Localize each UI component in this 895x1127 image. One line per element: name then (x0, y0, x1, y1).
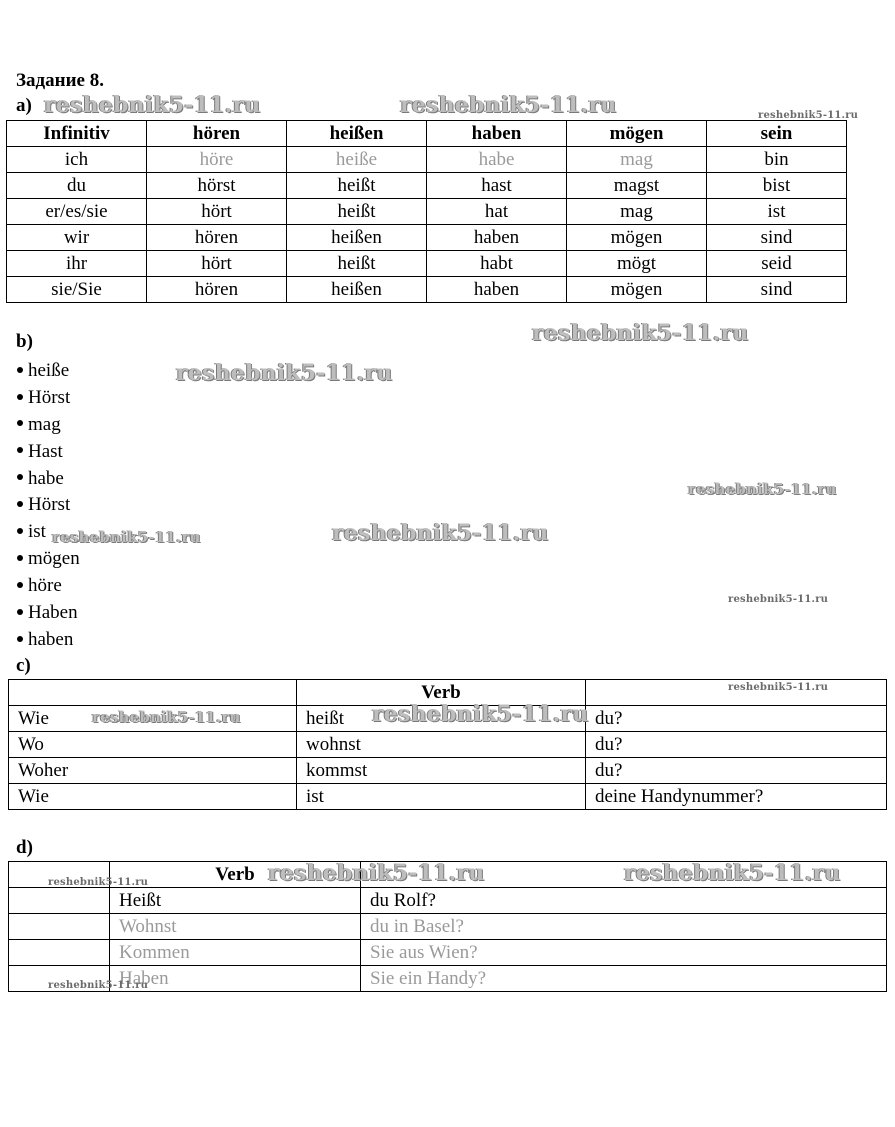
watermark: reshebnik5-11.ru (624, 860, 841, 886)
table-row (7, 225, 847, 251)
section-d-label: d) (16, 837, 33, 858)
table-row (9, 732, 887, 758)
verb-cell: höre (147, 147, 287, 173)
verb-cell: sind (707, 225, 847, 251)
watermark: reshebnik5-11.ru (268, 860, 485, 886)
verb-cell: mögen (567, 277, 707, 303)
list-item (17, 600, 80, 627)
list-item-text: habe (28, 467, 64, 489)
list-item (17, 546, 80, 573)
verb-cell: Haben (110, 966, 361, 992)
bullet-icon (17, 394, 23, 400)
rest-cell: du? (586, 732, 887, 758)
list-item (17, 627, 80, 654)
watermark: reshebnik5-11.ru (48, 980, 149, 991)
watermark: reshebnik5-11.ru (372, 701, 589, 727)
verb-cell: mögt (567, 251, 707, 277)
watermark: reshebnik5-11.ru (532, 320, 749, 346)
verb-cell: mag (567, 147, 707, 173)
watermark: reshebnik5-11.ru (332, 520, 549, 546)
list-item-text: Hörst (28, 494, 71, 516)
table-row (9, 888, 887, 914)
verb-header-cell: Verb (297, 680, 586, 706)
section-c-label: c) (16, 655, 31, 676)
table-row (7, 251, 847, 277)
verb-cell: wohnst (297, 732, 586, 758)
table-row (7, 199, 847, 225)
rest-cell: du Rolf? (361, 888, 887, 914)
verb-cell: ist (297, 784, 586, 810)
bullet-icon (17, 636, 23, 642)
table-row (9, 758, 887, 784)
verb-header-cell: Verb (110, 862, 361, 888)
list-item-text: Haben (28, 602, 78, 624)
bullet-icon (17, 555, 23, 561)
verb-cell: heißen (287, 277, 427, 303)
list-item-text: höre (28, 575, 62, 597)
rest-cell: Sie ein Handy? (361, 966, 887, 992)
bullet-icon (17, 447, 23, 453)
bullet-icon (17, 367, 23, 373)
rest-cell: Sie aus Wien? (361, 940, 887, 966)
header-cell: hören (147, 121, 287, 147)
bullet-icon (17, 582, 23, 588)
header-cell: Infinitiv (7, 121, 147, 147)
question-word-cell: Wie (9, 706, 297, 732)
empty-cell (9, 940, 110, 966)
rest-cell: deine Handynummer? (586, 784, 887, 810)
task-title: Задание 8. (16, 70, 104, 91)
verb-cell: habe (427, 147, 567, 173)
table-row (7, 173, 847, 199)
verb-cell: heißt (287, 173, 427, 199)
list-item (17, 412, 80, 439)
verb-cell: bin (707, 147, 847, 173)
empty-cell (9, 914, 110, 940)
header-cell: sein (707, 121, 847, 147)
watermark: reshebnik5-11.ru (688, 480, 837, 498)
pronoun-cell: wir (7, 225, 147, 251)
list-item (17, 492, 80, 519)
verb-cell: hast (427, 173, 567, 199)
list-item-text: Hörst (28, 386, 71, 408)
table-row (9, 914, 887, 940)
verb-cell: mögen (567, 225, 707, 251)
header-cell: mögen (567, 121, 707, 147)
verb-cell: heißt (287, 251, 427, 277)
table-row (7, 277, 847, 303)
verb-cell: habt (427, 251, 567, 277)
header-cell (9, 680, 297, 706)
watermark: reshebnik5-11.ru (92, 708, 241, 726)
verb-cell: mag (567, 199, 707, 225)
verb-cell: Wohnst (110, 914, 361, 940)
verb-cell: ist (707, 199, 847, 225)
question-word-cell: Woher (9, 758, 297, 784)
table-header-row (7, 121, 847, 147)
watermark: reshebnik5-11.ru (728, 594, 829, 605)
verb-cell: sind (707, 277, 847, 303)
list-item (17, 358, 80, 385)
watermark: reshebnik5-11.ru (44, 92, 261, 118)
verb-cell: kommst (297, 758, 586, 784)
rest-cell: du in Basel? (361, 914, 887, 940)
pronoun-cell: er/es/sie (7, 199, 147, 225)
list-item (17, 439, 80, 466)
list-item (17, 573, 80, 600)
list-item-text: mag (28, 413, 61, 435)
pronoun-cell: ich (7, 147, 147, 173)
verb-cell: hat (427, 199, 567, 225)
question-table-c (8, 679, 887, 810)
bullet-icon (17, 528, 23, 534)
bullet-icon (17, 609, 23, 615)
question-word-cell: Wo (9, 732, 297, 758)
question-word-cell: Wie (9, 784, 297, 810)
list-item-text: mögen (28, 548, 80, 570)
conjugation-table (6, 120, 847, 303)
verb-cell: heißt (287, 199, 427, 225)
pronoun-cell: du (7, 173, 147, 199)
list-item-text: haben (28, 628, 74, 650)
verb-cell: seid (707, 251, 847, 277)
watermark: reshebnik5-11.ru (176, 360, 393, 386)
pronoun-cell: ihr (7, 251, 147, 277)
table-row (9, 940, 887, 966)
list-item (17, 466, 80, 493)
header-cell: haben (427, 121, 567, 147)
list-item-text: ist (28, 521, 46, 543)
verb-cell: bist (707, 173, 847, 199)
table-row (7, 147, 847, 173)
verb-cell: heißt (297, 706, 586, 732)
bullet-icon (17, 501, 23, 507)
rest-cell: du? (586, 758, 887, 784)
verb-cell: hört (147, 199, 287, 225)
verb-cell: hören (147, 277, 287, 303)
verb-cell: heiße (287, 147, 427, 173)
list-item-text: Hast (28, 440, 63, 462)
watermark: reshebnik5-11.ru (48, 877, 149, 888)
section-b-label: b) (16, 331, 33, 352)
list-item-text: heiße (28, 360, 70, 381)
header-cell: heißen (287, 121, 427, 147)
bullet-icon (17, 420, 23, 426)
verb-cell: Heißt (110, 888, 361, 914)
verb-cell: haben (427, 225, 567, 251)
watermark: reshebnik5-11.ru (400, 92, 617, 118)
watermark: reshebnik5-11.ru (52, 528, 201, 546)
verb-cell: hört (147, 251, 287, 277)
verb-cell: Kommen (110, 940, 361, 966)
section-a-label: a) (16, 95, 32, 116)
watermark: reshebnik5-11.ru (728, 682, 829, 693)
empty-cell (9, 888, 110, 914)
verb-cell: haben (427, 277, 567, 303)
list-item (17, 385, 80, 412)
watermark: reshebnik5-11.ru (758, 110, 859, 121)
bullet-icon (17, 474, 23, 480)
verb-cell: hören (147, 225, 287, 251)
answer-list (17, 358, 80, 654)
rest-cell: du? (586, 706, 887, 732)
verb-cell: heißen (287, 225, 427, 251)
table-row (9, 784, 887, 810)
verb-cell: hörst (147, 173, 287, 199)
pronoun-cell: sie/Sie (7, 277, 147, 303)
verb-cell: magst (567, 173, 707, 199)
